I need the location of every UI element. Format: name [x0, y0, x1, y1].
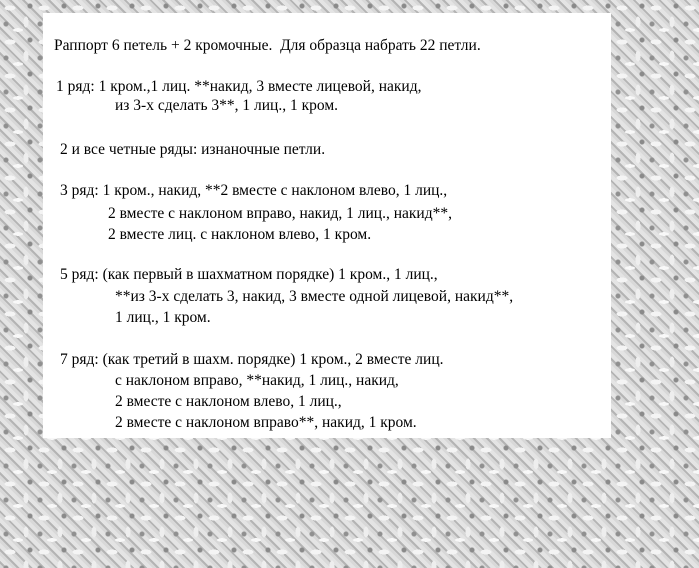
row-1-line-2: из 3-х сделать 3**, 1 лиц., 1 кром. [115, 97, 339, 114]
row-3-line-1: 3 ряд: 1 кром., накид, **2 вместе с наклоном влево, 1 лиц., [60, 182, 448, 199]
row-7-line-2: с наклоном вправо, **накид, 1 лиц., накид, [115, 372, 399, 389]
row-5-line-1: 5 ряд: (как первый в шахматном порядке) 1 кром., 1 лиц., [60, 266, 438, 283]
row-7-line-4: 2 вместе с наклоном вправо**, накид, 1 кром. [115, 414, 417, 431]
even-rows-line: 2 и все четные ряды: изнаночные петли. [60, 141, 326, 158]
header-line: Раппорт 6 петель + 2 кромочные. Для образца набрать 22 петли. [54, 37, 481, 54]
row-1-line-1: 1 ряд: 1 кром.,1 лиц. **накид, 3 вместе лицевой, накид, [56, 78, 422, 95]
row-3-line-3: 2 вместе лиц. с наклоном влево, 1 кром. [108, 226, 372, 243]
row-3-line-2: 2 вместе с наклоном вправо, накид, 1 лиц., накид**, [108, 205, 452, 222]
row-7-line-3: 2 вместе с наклоном влево, 1 лиц., [115, 393, 342, 410]
row-5-line-3: 1 лиц., 1 кром. [115, 309, 211, 326]
row-7-line-1: 7 ряд: (как третий в шахм. порядке) 1 кром., 2 вместе лиц. [60, 351, 444, 368]
row-5-line-2: **из 3-х сделать 3, накид, 3 вместе одной лицевой, накид**, [115, 288, 514, 305]
